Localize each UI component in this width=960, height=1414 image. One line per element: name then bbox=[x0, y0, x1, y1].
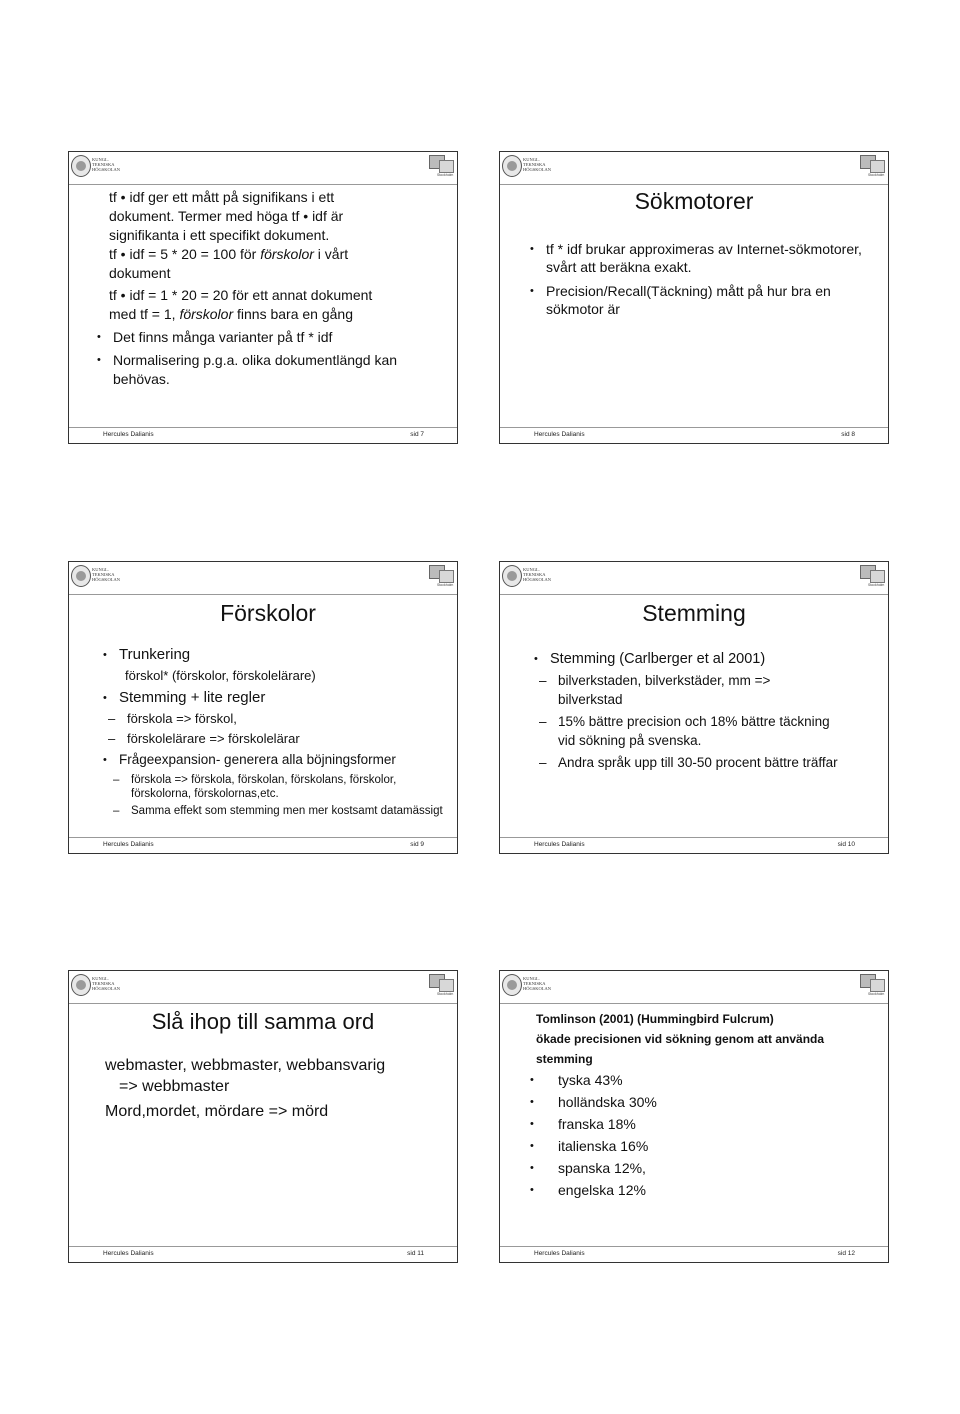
footer-author: Hercules Dalianis bbox=[103, 841, 154, 848]
bullet-item: • Normalisering p.g.a. olika dokumentlängd kan bbox=[97, 351, 441, 370]
sub-item: – bilverkstaden, bilverkstäder, mm => bilverkstad bbox=[534, 671, 838, 709]
bullet-item: • Stemming (Carlberger et al 2001) bbox=[534, 649, 838, 669]
kth-logo-text: KUNGL. TEKNISKA HÖGSKOLAN bbox=[523, 567, 551, 582]
slide-8 bbox=[499, 151, 889, 444]
text-line: dokument. Termer med höga tf • idf är bbox=[109, 208, 344, 224]
slide-7 bbox=[68, 151, 458, 444]
slide-header bbox=[69, 971, 457, 1007]
slide-header bbox=[69, 562, 457, 598]
bullet-item: • spanska 12%, bbox=[530, 1157, 878, 1179]
bullet-item: • tyska 43% bbox=[530, 1069, 878, 1091]
slide-footer bbox=[500, 837, 888, 853]
footer-author: Hercules Dalianis bbox=[103, 431, 154, 438]
slide-footer bbox=[69, 427, 457, 443]
kth-logo-text: KUNGL. TEKNISKA HÖGSKOLAN bbox=[523, 157, 551, 172]
footer-author: Hercules Dalianis bbox=[103, 1250, 154, 1257]
bullet-item: • Stemming + lite regler bbox=[103, 687, 445, 709]
sub-item: – förskola => förskola, förskolan, förskolans, förskolor, förskolorna, förskolornas,etc. bbox=[103, 773, 445, 801]
slide-body bbox=[109, 188, 441, 389]
bullet-item: • Det finns många varianter på tf * idf bbox=[97, 328, 441, 347]
stockholm-logo-icon: Stockholm bbox=[429, 565, 453, 587]
footer-page: sid 8 bbox=[841, 431, 855, 438]
slide-body bbox=[534, 649, 838, 772]
kth-seal-icon bbox=[71, 974, 91, 996]
text-line: tf • idf ger ett mått på signifikans i ett bbox=[109, 189, 335, 205]
footer-page: sid 11 bbox=[407, 1250, 424, 1257]
bullet-item: • tf * idf brukar approximeras av Internet-sökmotorer, svårt att beräkna exakt. bbox=[530, 240, 866, 276]
kth-seal-icon bbox=[71, 155, 91, 177]
stockholm-logo-icon: Stockholm bbox=[860, 155, 884, 177]
bullet-item: • Frågeexpansion- generera alla böjningsformer bbox=[103, 749, 445, 771]
bullet-item: • italienska 16% bbox=[530, 1135, 878, 1157]
sub-item: – förskola => förskol, bbox=[103, 709, 445, 729]
footer-page: sid 12 bbox=[837, 1250, 855, 1257]
slide-header bbox=[69, 152, 457, 188]
footer-author: Hercules Dalianis bbox=[534, 431, 585, 438]
kth-seal-icon bbox=[71, 565, 91, 587]
kth-logo-text: KUNGL. TEKNISKA HÖGSKOLAN bbox=[92, 157, 120, 172]
slide-header bbox=[500, 152, 888, 188]
slide-9 bbox=[68, 561, 458, 854]
text-line: tf • idf = 1 * 20 = 20 för ett annat dokument bbox=[109, 287, 373, 303]
text-line: Mord,mordet, mördare => mörd bbox=[105, 1103, 329, 1120]
bullet-item: • holländska 30% bbox=[530, 1091, 878, 1113]
slide-12 bbox=[499, 970, 889, 1263]
footer-page: sid 7 bbox=[410, 431, 424, 438]
text-line: stemming bbox=[536, 1052, 593, 1066]
slide-title: Stemming bbox=[642, 600, 746, 626]
footer-author: Hercules Dalianis bbox=[534, 1250, 585, 1257]
bullet-item: • Precision/Recall(Täckning) mått på hur bra en sökmotor är bbox=[530, 282, 866, 318]
sub-item: – Andra språk upp till 30-50 procent bättre träffar bbox=[534, 753, 838, 772]
slide-body bbox=[530, 240, 866, 318]
text-line: Tomlinson (2001) (Hummingbird Fulcrum) bbox=[536, 1012, 774, 1026]
kth-seal-icon bbox=[502, 974, 522, 996]
text-line: med tf = 1, förskolor finns bara en gång bbox=[109, 306, 353, 322]
stockholm-logo-icon: Stockholm bbox=[860, 565, 884, 587]
bullet-item: • franska 18% bbox=[530, 1113, 878, 1135]
sub-item: – Samma effekt som stemming men mer kostsamt datamässigt bbox=[103, 804, 445, 818]
text-line: signifikanta i ett specifikt dokument. bbox=[109, 227, 330, 243]
language-list bbox=[530, 1069, 878, 1201]
stockholm-logo-icon: Stockholm bbox=[860, 974, 884, 996]
slide-footer bbox=[500, 1246, 888, 1262]
kth-logo-text: KUNGL. TEKNISKA HÖGSKOLAN bbox=[92, 976, 120, 991]
slide-10 bbox=[499, 561, 889, 854]
slide-body bbox=[103, 645, 445, 818]
footer-page: sid 10 bbox=[837, 841, 855, 848]
stockholm-logo-icon: Stockholm bbox=[429, 155, 453, 177]
stockholm-logo-icon: Stockholm bbox=[429, 974, 453, 996]
sub-item: förskol* (förskolor, förskolelärare) bbox=[125, 668, 316, 683]
text-line: dokument bbox=[109, 265, 171, 281]
bullet-item: • Trunkering bbox=[103, 645, 445, 665]
kth-seal-icon bbox=[502, 565, 522, 587]
slide-header bbox=[500, 562, 888, 598]
slide-11 bbox=[68, 970, 458, 1263]
footer-author: Hercules Dalianis bbox=[534, 841, 585, 848]
text-line: ökade precisionen vid sökning genom att använda bbox=[536, 1032, 825, 1046]
sub-item: – förskolelärare => förskolelärar bbox=[103, 729, 445, 749]
bullet-item: • engelska 12% bbox=[530, 1179, 878, 1201]
kth-logo-text: KUNGL. TEKNISKA HÖGSKOLAN bbox=[92, 567, 120, 582]
sub-item: – 15% bättre precision och 18% bättre täckning vid sökning på svenska. bbox=[534, 712, 838, 750]
text-line: tf • idf = 5 * 20 = 100 för förskolor i vårt bbox=[109, 246, 349, 262]
footer-page: sid 9 bbox=[410, 841, 424, 848]
slide-title: Slå ihop till samma ord bbox=[151, 1009, 375, 1034]
slide-footer bbox=[69, 837, 457, 853]
slide-title: Förskolor bbox=[220, 600, 316, 626]
kth-seal-icon bbox=[502, 155, 522, 177]
slide-title: Sökmotorer bbox=[634, 188, 754, 214]
slide-footer bbox=[500, 427, 888, 443]
text-line: webmaster, webbmaster, webbansvarig bbox=[105, 1057, 386, 1074]
slide-header bbox=[500, 971, 888, 1007]
slide-footer bbox=[69, 1246, 457, 1262]
slide-body bbox=[105, 1055, 447, 1122]
kth-logo-text: KUNGL. TEKNISKA HÖGSKOLAN bbox=[523, 976, 551, 991]
text-line: => webbmaster bbox=[119, 1078, 230, 1095]
text-line: behövas. bbox=[113, 371, 170, 387]
slide-body bbox=[536, 1009, 878, 1069]
